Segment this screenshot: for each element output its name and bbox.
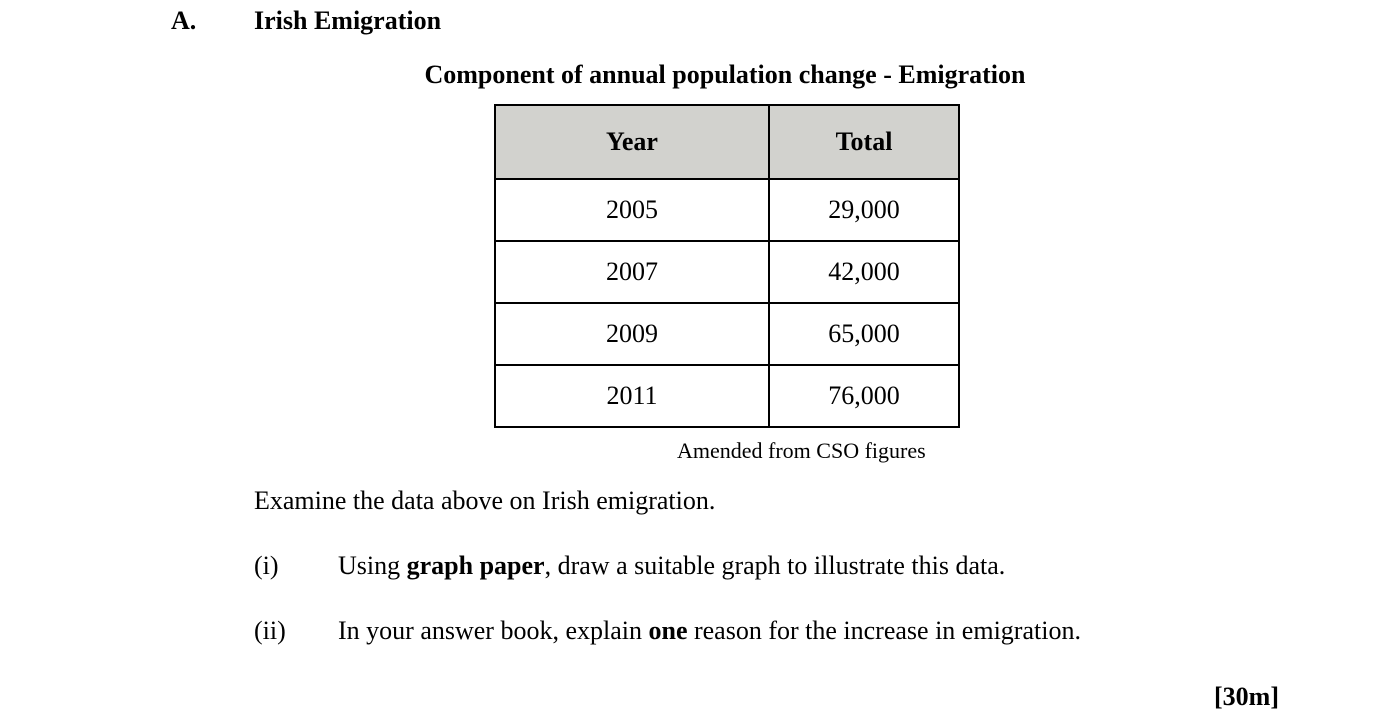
table-row — [495, 365, 959, 427]
question-intro: Examine the data above on Irish emigration. — [254, 486, 716, 515]
total-cell: 65,000 — [769, 303, 959, 365]
emigration-table — [494, 104, 960, 428]
year-cell: 2009 — [495, 303, 769, 365]
question-text-part: In your answer book, explain — [338, 616, 649, 645]
question-text — [338, 551, 1005, 581]
year-cell: 2011 — [495, 365, 769, 427]
table-row — [495, 241, 959, 303]
question-emphasis: graph paper — [406, 551, 545, 580]
section-title: Irish Emigration — [254, 6, 442, 35]
total-cell: 29,000 — [769, 179, 959, 241]
total-cell: 76,000 — [769, 365, 959, 427]
table-row — [495, 179, 959, 241]
question-text — [338, 616, 1081, 646]
year-cell: 2005 — [495, 179, 769, 241]
table-row — [495, 303, 959, 365]
question-text-part: , draw a suitable graph to illustrate this data. — [544, 551, 1006, 580]
column-header-total: Total — [769, 105, 959, 179]
question-emphasis: one — [648, 616, 688, 645]
marks-allocation: [30m] — [1214, 682, 1279, 711]
question-text-part: reason for the increase in emigration. — [687, 616, 1081, 645]
section-letter: A. — [171, 6, 197, 35]
question-number: (i) — [254, 551, 279, 580]
table-header-row — [495, 105, 959, 179]
question-number: (ii) — [254, 616, 286, 645]
total-cell: 42,000 — [769, 241, 959, 303]
table-title: Component of annual population change - Emigration — [424, 60, 1026, 89]
question-text-part: Using — [338, 551, 407, 580]
year-cell: 2007 — [495, 241, 769, 303]
table-source-note: Amended from CSO figures — [677, 438, 926, 463]
column-header-year: Year — [495, 105, 769, 179]
